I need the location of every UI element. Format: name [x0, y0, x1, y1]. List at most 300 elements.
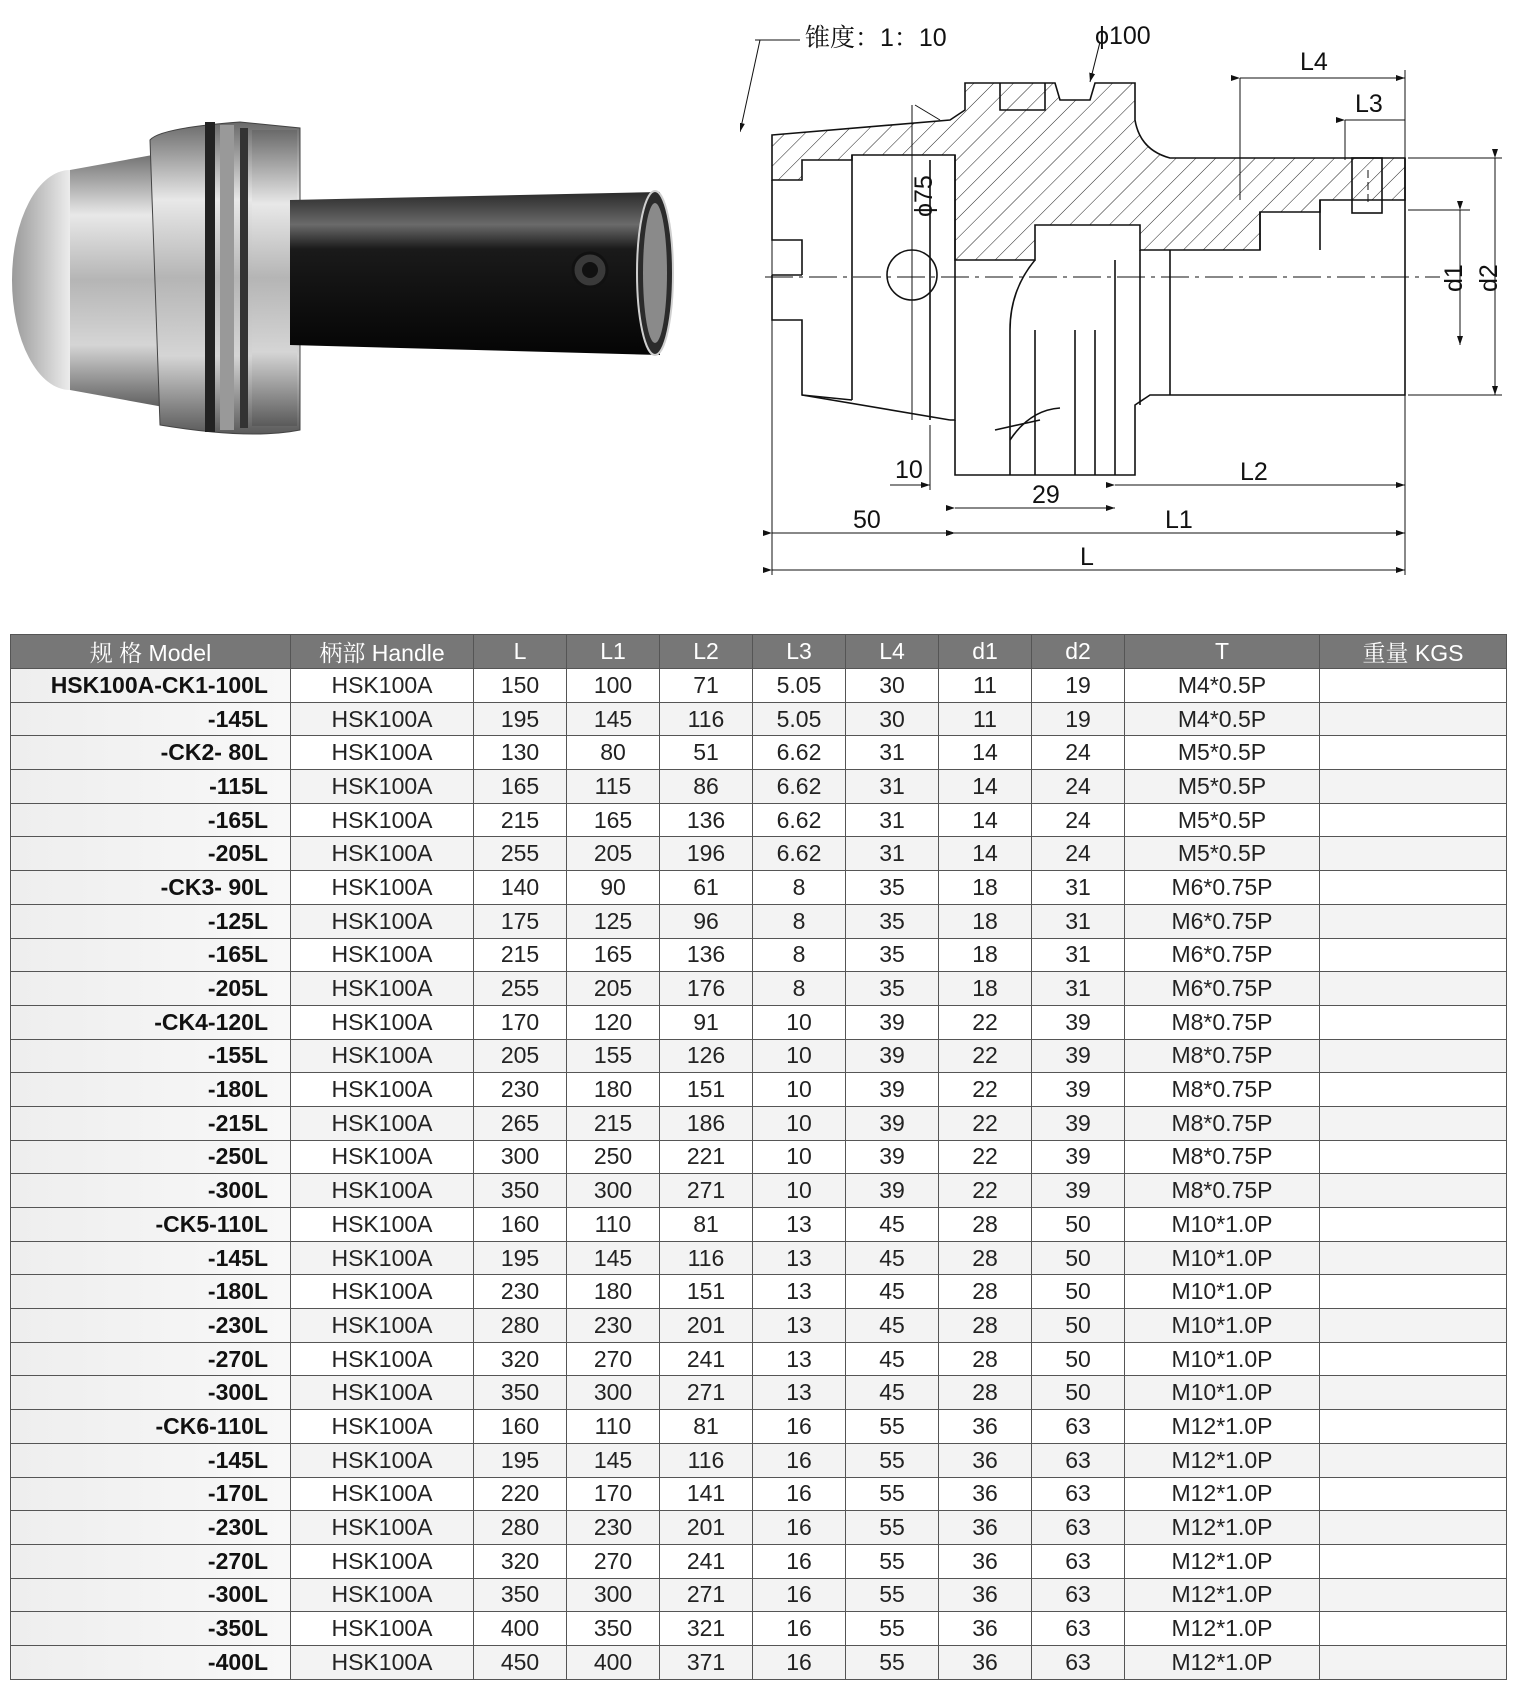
table-cell: 141 [660, 1477, 753, 1511]
table-cell: 136 [660, 938, 753, 972]
table-cell: 350 [474, 1578, 567, 1612]
table-cell: 39 [846, 1073, 939, 1107]
table-cell: 39 [1032, 1106, 1125, 1140]
table-cell: 28 [939, 1376, 1032, 1410]
L1-label: L1 [1165, 506, 1193, 534]
table-cell: 241 [660, 1544, 753, 1578]
column-header: L [474, 635, 567, 669]
table-cell: 16 [753, 1544, 846, 1578]
table-cell: HSK100A [291, 1511, 474, 1545]
table-row [11, 1410, 1507, 1444]
table-cell: M6*0.75P [1125, 972, 1320, 1006]
table-cell: 55 [846, 1410, 939, 1444]
table-row [11, 1174, 1507, 1208]
column-header: T [1125, 635, 1320, 669]
table-cell: M5*0.5P [1125, 803, 1320, 837]
table-cell [1320, 1309, 1507, 1343]
table-cell [1320, 1376, 1507, 1410]
table-cell: 28 [939, 1241, 1032, 1275]
table-cell: HSK100A [291, 1241, 474, 1275]
table-cell: 39 [846, 1039, 939, 1073]
table-cell: 16 [753, 1443, 846, 1477]
table-cell: 215 [474, 803, 567, 837]
table-cell: 116 [660, 1443, 753, 1477]
table-cell: 110 [567, 1208, 660, 1242]
table-cell: 28 [939, 1342, 1032, 1376]
table-cell: 241 [660, 1342, 753, 1376]
model-cell: -205L [11, 837, 291, 871]
table-cell: HSK100A [291, 1039, 474, 1073]
table-cell: M8*0.75P [1125, 1140, 1320, 1174]
table-cell: 195 [474, 1443, 567, 1477]
table-cell: 16 [753, 1645, 846, 1679]
column-header: 柄部 Handle [291, 635, 474, 669]
table-cell: 175 [474, 904, 567, 938]
table-cell: 201 [660, 1511, 753, 1545]
table-cell [1320, 1106, 1507, 1140]
table-cell: M12*1.0P [1125, 1645, 1320, 1679]
table-cell: 50 [1032, 1342, 1125, 1376]
table-cell: 201 [660, 1309, 753, 1343]
table-cell: 39 [1032, 1174, 1125, 1208]
table-cell: 18 [939, 938, 1032, 972]
table-cell: HSK100A [291, 770, 474, 804]
model-cell: -155L [11, 1039, 291, 1073]
table-cell: HSK100A [291, 1477, 474, 1511]
table-cell: 221 [660, 1140, 753, 1174]
table-cell: 215 [474, 938, 567, 972]
table-cell: HSK100A [291, 1106, 474, 1140]
table-cell: 16 [753, 1612, 846, 1646]
table-cell: 11 [939, 669, 1032, 703]
table-cell: 36 [939, 1410, 1032, 1444]
table-cell: 145 [567, 1241, 660, 1275]
table-cell: 19 [1032, 702, 1125, 736]
table-row [11, 972, 1507, 1006]
model-cell: -125L [11, 904, 291, 938]
table-cell: M6*0.75P [1125, 938, 1320, 972]
table-cell: 28 [939, 1309, 1032, 1343]
table-cell: 39 [846, 1140, 939, 1174]
table-cell: 10 [753, 1174, 846, 1208]
table-cell: HSK100A [291, 1174, 474, 1208]
table-cell: 91 [660, 1005, 753, 1039]
table-cell [1320, 1140, 1507, 1174]
table-cell: 195 [474, 702, 567, 736]
table-cell: 31 [846, 736, 939, 770]
column-header: L1 [567, 635, 660, 669]
table-cell: 116 [660, 1241, 753, 1275]
table-cell: 255 [474, 972, 567, 1006]
table-cell: 35 [846, 904, 939, 938]
table-cell: 6.62 [753, 803, 846, 837]
table-cell: 16 [753, 1578, 846, 1612]
table-cell: 10 [753, 1073, 846, 1107]
table-cell: 136 [660, 803, 753, 837]
table-cell [1320, 1443, 1507, 1477]
table-cell [1320, 972, 1507, 1006]
table-cell: 31 [846, 803, 939, 837]
table-row [11, 938, 1507, 972]
table-row [11, 1511, 1507, 1545]
model-cell: -250L [11, 1140, 291, 1174]
table-cell: 31 [1032, 904, 1125, 938]
table-cell: 31 [846, 770, 939, 804]
table-cell: HSK100A [291, 803, 474, 837]
table-cell: 220 [474, 1477, 567, 1511]
table-cell: 50 [1032, 1309, 1125, 1343]
table-cell: 10 [753, 1005, 846, 1039]
table-cell: 31 [846, 837, 939, 871]
table-cell: M10*1.0P [1125, 1309, 1320, 1343]
dim-10-label: 10 [895, 456, 923, 484]
table-cell [1320, 1241, 1507, 1275]
table-cell: 14 [939, 770, 1032, 804]
table-cell [1320, 669, 1507, 703]
table-cell: 8 [753, 938, 846, 972]
table-row [11, 1443, 1507, 1477]
table-cell: 130 [474, 736, 567, 770]
table-cell: 160 [474, 1208, 567, 1242]
table-cell: 81 [660, 1208, 753, 1242]
table-row [11, 1005, 1507, 1039]
table-cell [1320, 1342, 1507, 1376]
table-row [11, 702, 1507, 736]
model-cell: -145L [11, 702, 291, 736]
table-cell: HSK100A [291, 1376, 474, 1410]
model-cell: -145L [11, 1241, 291, 1275]
table-cell [1320, 871, 1507, 905]
table-cell: 18 [939, 904, 1032, 938]
model-cell: -CK6-110L [11, 1410, 291, 1444]
table-cell: 45 [846, 1342, 939, 1376]
table-cell: 55 [846, 1645, 939, 1679]
table-cell: 10 [753, 1039, 846, 1073]
table-cell: 250 [567, 1140, 660, 1174]
table-cell: 230 [474, 1275, 567, 1309]
table-cell [1320, 1073, 1507, 1107]
table-cell: 63 [1032, 1645, 1125, 1679]
table-cell: HSK100A [291, 1578, 474, 1612]
table-cell: 120 [567, 1005, 660, 1039]
table-cell: 39 [1032, 1039, 1125, 1073]
table-cell: 24 [1032, 803, 1125, 837]
table-cell [1320, 1578, 1507, 1612]
table-cell: 45 [846, 1275, 939, 1309]
table-cell: 270 [567, 1544, 660, 1578]
table-cell: 215 [567, 1106, 660, 1140]
table-cell [1320, 1005, 1507, 1039]
table-cell [1320, 1544, 1507, 1578]
table-row [11, 1309, 1507, 1343]
table-cell: M10*1.0P [1125, 1208, 1320, 1242]
model-cell: -165L [11, 938, 291, 972]
L2-label: L2 [1240, 458, 1268, 486]
table-cell: 13 [753, 1241, 846, 1275]
table-cell: 195 [474, 1241, 567, 1275]
table-cell: 205 [567, 837, 660, 871]
table-row [11, 1477, 1507, 1511]
table-cell [1320, 1612, 1507, 1646]
model-cell: -115L [11, 770, 291, 804]
table-cell: 145 [567, 1443, 660, 1477]
table-cell: 28 [939, 1208, 1032, 1242]
table-cell: 165 [474, 770, 567, 804]
table-cell: HSK100A [291, 938, 474, 972]
table-cell: 39 [846, 1174, 939, 1208]
taper-label: 锥度：1：10 [805, 24, 947, 52]
table-cell: 36 [939, 1645, 1032, 1679]
table-cell: HSK100A [291, 736, 474, 770]
table-cell: 230 [567, 1309, 660, 1343]
table-cell: 205 [567, 972, 660, 1006]
dia75-label: ϕ75 [910, 175, 938, 217]
table-cell: 39 [1032, 1005, 1125, 1039]
table-cell [1320, 1039, 1507, 1073]
model-cell: -CK5-110L [11, 1208, 291, 1242]
technical-drawing [740, 0, 1518, 600]
table-cell: HSK100A [291, 871, 474, 905]
table-cell [1320, 1645, 1507, 1679]
table-cell: 36 [939, 1612, 1032, 1646]
table-cell: M10*1.0P [1125, 1241, 1320, 1275]
model-cell: -CK4-120L [11, 1005, 291, 1039]
table-row [11, 871, 1507, 905]
table-cell: M10*1.0P [1125, 1275, 1320, 1309]
table-cell: 13 [753, 1376, 846, 1410]
dim-50-label: 50 [853, 506, 881, 534]
table-cell: 151 [660, 1073, 753, 1107]
table-cell: 300 [567, 1174, 660, 1208]
table-cell: 51 [660, 736, 753, 770]
table-cell: 371 [660, 1645, 753, 1679]
table-cell: 8 [753, 904, 846, 938]
table-row [11, 1073, 1507, 1107]
table-cell: M10*1.0P [1125, 1376, 1320, 1410]
table-cell: M10*1.0P [1125, 1342, 1320, 1376]
table-cell: 24 [1032, 770, 1125, 804]
L4-label: L4 [1300, 48, 1328, 76]
table-cell: 13 [753, 1275, 846, 1309]
table-cell: 45 [846, 1208, 939, 1242]
table-cell: 170 [474, 1005, 567, 1039]
table-cell: 230 [474, 1073, 567, 1107]
table-cell: 31 [1032, 972, 1125, 1006]
table-cell: 55 [846, 1511, 939, 1545]
table-cell: M12*1.0P [1125, 1477, 1320, 1511]
table-row [11, 669, 1507, 703]
table-cell: M12*1.0P [1125, 1443, 1320, 1477]
table-cell: 8 [753, 871, 846, 905]
table-cell: 13 [753, 1208, 846, 1242]
table-cell: 110 [567, 1410, 660, 1444]
table-cell [1320, 1174, 1507, 1208]
table-cell: 63 [1032, 1612, 1125, 1646]
table-cell: M5*0.5P [1125, 837, 1320, 871]
table-cell: 271 [660, 1174, 753, 1208]
table-cell: 196 [660, 837, 753, 871]
table-row [11, 1275, 1507, 1309]
model-cell: HSK100A-CK1-100L [11, 669, 291, 703]
table-cell: 50 [1032, 1376, 1125, 1410]
table-cell [1320, 1410, 1507, 1444]
d1-label: d1 [1440, 264, 1468, 292]
table-cell: M12*1.0P [1125, 1511, 1320, 1545]
table-cell [1320, 1511, 1507, 1545]
table-cell: HSK100A [291, 1645, 474, 1679]
table-cell [1320, 702, 1507, 736]
table-cell: 6.62 [753, 736, 846, 770]
table-cell: 63 [1032, 1544, 1125, 1578]
model-cell: -350L [11, 1612, 291, 1646]
table-cell [1320, 770, 1507, 804]
table-row [11, 1241, 1507, 1275]
table-cell: 96 [660, 904, 753, 938]
table-cell: 230 [567, 1511, 660, 1545]
table-row [11, 837, 1507, 871]
table-cell: 320 [474, 1544, 567, 1578]
table-cell: HSK100A [291, 837, 474, 871]
table-cell: 176 [660, 972, 753, 1006]
table-cell: 186 [660, 1106, 753, 1140]
table-cell: 100 [567, 669, 660, 703]
table-cell: HSK100A [291, 972, 474, 1006]
table-row [11, 1544, 1507, 1578]
table-cell: M12*1.0P [1125, 1544, 1320, 1578]
table-cell [1320, 1275, 1507, 1309]
table-cell: M12*1.0P [1125, 1410, 1320, 1444]
table-row [11, 1645, 1507, 1679]
table-row [11, 904, 1507, 938]
table-cell: 63 [1032, 1443, 1125, 1477]
table-cell: 14 [939, 736, 1032, 770]
model-cell: -230L [11, 1309, 291, 1343]
table-cell: HSK100A [291, 1342, 474, 1376]
table-cell: 55 [846, 1443, 939, 1477]
table-cell: 115 [567, 770, 660, 804]
table-cell: 36 [939, 1511, 1032, 1545]
column-header: L4 [846, 635, 939, 669]
table-cell: 180 [567, 1073, 660, 1107]
table-cell: HSK100A [291, 1544, 474, 1578]
model-cell: -180L [11, 1275, 291, 1309]
table-cell: 24 [1032, 837, 1125, 871]
table-cell: HSK100A [291, 1208, 474, 1242]
table-cell: 31 [1032, 938, 1125, 972]
table-cell: 35 [846, 972, 939, 1006]
table-cell: 39 [1032, 1073, 1125, 1107]
table-cell: 265 [474, 1106, 567, 1140]
table-cell: 24 [1032, 736, 1125, 770]
table-cell: 400 [474, 1612, 567, 1646]
L3-label: L3 [1355, 90, 1383, 118]
table-cell: 22 [939, 1174, 1032, 1208]
table-cell: 18 [939, 871, 1032, 905]
table-cell: HSK100A [291, 1443, 474, 1477]
table-cell: 150 [474, 669, 567, 703]
table-cell: 14 [939, 837, 1032, 871]
table-row [11, 770, 1507, 804]
table-cell: 255 [474, 837, 567, 871]
table-cell: 61 [660, 871, 753, 905]
product-photo [0, 0, 700, 560]
table-cell: 80 [567, 736, 660, 770]
table-cell: 63 [1032, 1511, 1125, 1545]
table-cell: HSK100A [291, 1073, 474, 1107]
model-cell: -300L [11, 1578, 291, 1612]
table-cell: 450 [474, 1645, 567, 1679]
table-cell: 155 [567, 1039, 660, 1073]
table-cell: 22 [939, 1073, 1032, 1107]
table-cell: 36 [939, 1578, 1032, 1612]
table-cell: M8*0.75P [1125, 1039, 1320, 1073]
table-cell: 300 [474, 1140, 567, 1174]
table-cell: 6.62 [753, 837, 846, 871]
table-cell: 31 [1032, 871, 1125, 905]
table-cell: 22 [939, 1039, 1032, 1073]
table-cell: 350 [474, 1376, 567, 1410]
table-body [11, 669, 1507, 1680]
table-cell: 13 [753, 1342, 846, 1376]
table-cell: 22 [939, 1140, 1032, 1174]
table-cell: 300 [567, 1376, 660, 1410]
table-cell: 270 [567, 1342, 660, 1376]
table-cell [1320, 736, 1507, 770]
table-cell: 116 [660, 702, 753, 736]
table-cell: 45 [846, 1309, 939, 1343]
table-header-row [11, 635, 1507, 669]
table-cell: 39 [846, 1106, 939, 1140]
table-cell: 13 [753, 1309, 846, 1343]
table-row [11, 1612, 1507, 1646]
table-cell: HSK100A [291, 1275, 474, 1309]
table-cell: 5.05 [753, 669, 846, 703]
table-cell: HSK100A [291, 1140, 474, 1174]
table-row [11, 803, 1507, 837]
model-cell: -400L [11, 1645, 291, 1679]
table-cell: 50 [1032, 1241, 1125, 1275]
table-cell: 22 [939, 1106, 1032, 1140]
table-cell: 300 [567, 1578, 660, 1612]
table-cell: 320 [474, 1342, 567, 1376]
table-cell [1320, 904, 1507, 938]
table-cell: 10 [753, 1106, 846, 1140]
table-cell [1320, 1208, 1507, 1242]
table-cell: HSK100A [291, 702, 474, 736]
table-cell [1320, 837, 1507, 871]
table-cell: 30 [846, 669, 939, 703]
table-cell: 350 [567, 1612, 660, 1646]
table-row [11, 1342, 1507, 1376]
table-cell: 19 [1032, 669, 1125, 703]
table-cell [1320, 938, 1507, 972]
table-cell: M5*0.5P [1125, 736, 1320, 770]
table-cell: 36 [939, 1477, 1032, 1511]
model-cell: -215L [11, 1106, 291, 1140]
table-cell: HSK100A [291, 1612, 474, 1646]
table-cell: 140 [474, 871, 567, 905]
table-cell: 55 [846, 1578, 939, 1612]
table-cell: 50 [1032, 1275, 1125, 1309]
table-cell: 90 [567, 871, 660, 905]
table-cell: 11 [939, 702, 1032, 736]
table-cell: M8*0.75P [1125, 1005, 1320, 1039]
table-cell: 145 [567, 702, 660, 736]
column-header: d1 [939, 635, 1032, 669]
column-header: L3 [753, 635, 846, 669]
table-cell: 71 [660, 669, 753, 703]
table-cell: 165 [567, 938, 660, 972]
